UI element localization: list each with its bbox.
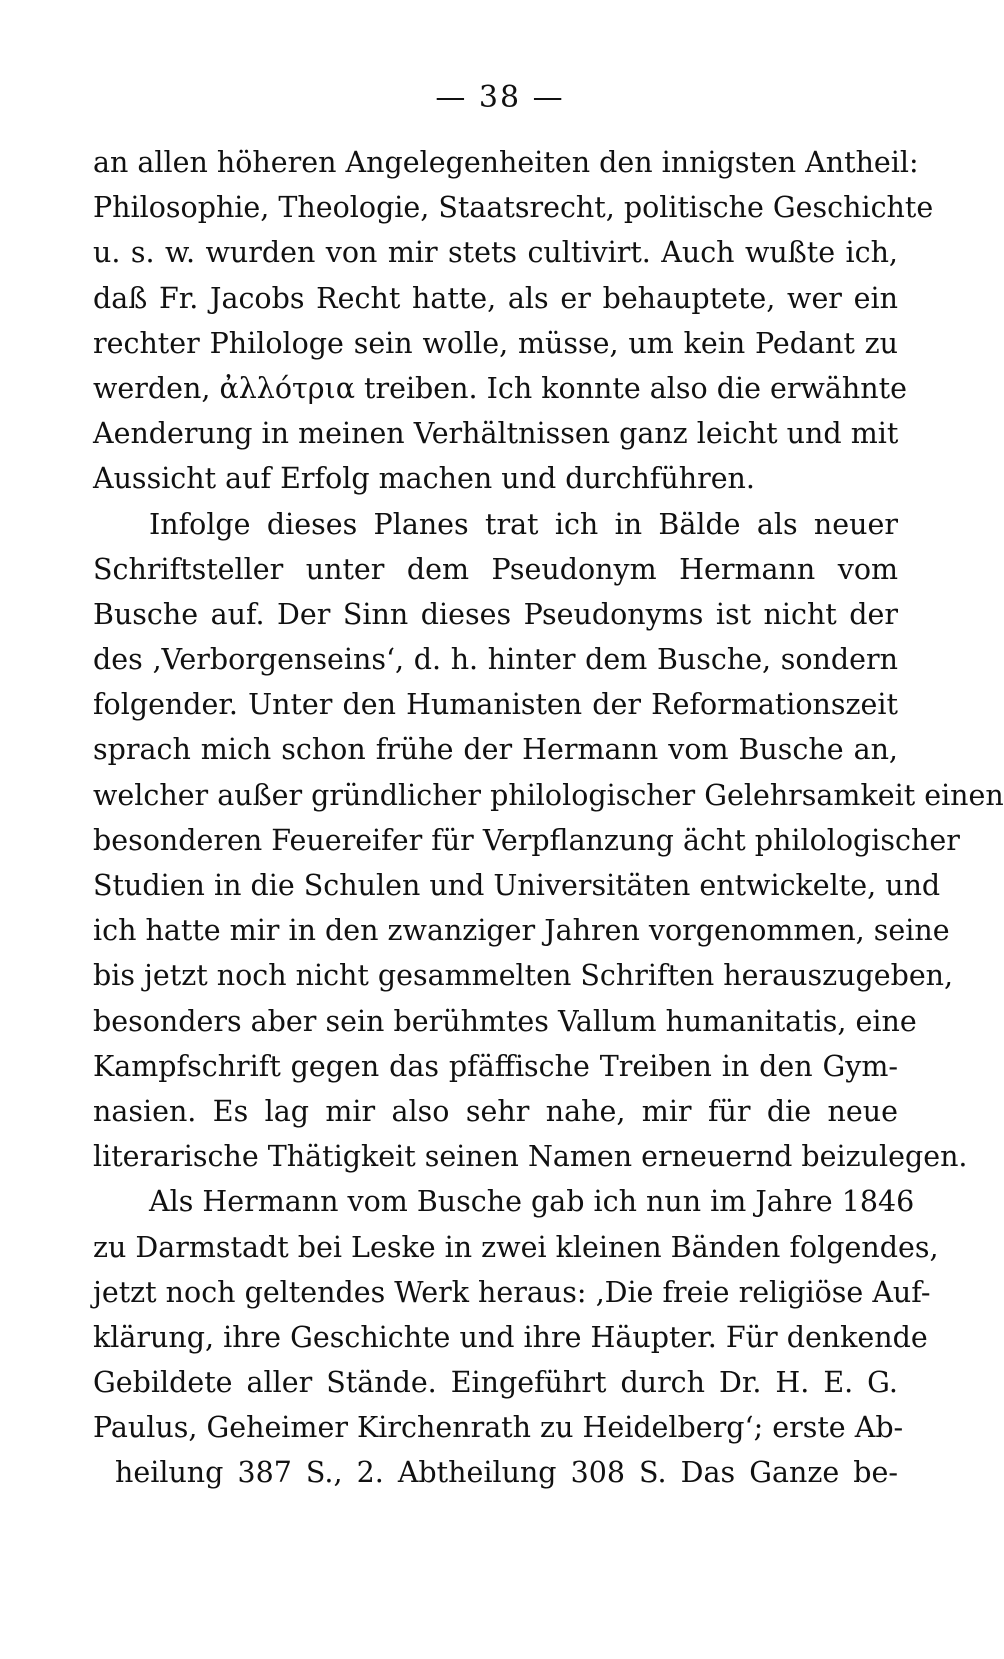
text-line-2: Philosophie, Theologie, Staatsrecht, politische Geschichte [93, 191, 934, 225]
text-line-20: besonders aber sein berühmtes Vallum humanitatis, eine [93, 1004, 917, 1038]
text-line-24: Als Hermann vom Busche gab ich nun im Jahre 1846 [149, 1185, 915, 1219]
text-line-21: Kampfschrift gegen das pfäffische Treiben in den Gym- [93, 1049, 898, 1083]
text-line-18: ich hatte mir in den zwanziger Jahren vorgenommen, seine [93, 914, 950, 948]
text-line-1: an allen höheren Angelegenheiten den innigsten Antheil: [93, 146, 919, 179]
text-line-13: folgender. Unter den Humanisten der Reformationszeit [93, 688, 898, 722]
text-line-26: jetzt noch geltendes Werk heraus: ‚Die freie religiöse Auf- [93, 1275, 931, 1309]
text-line-11: Busche auf. Der Sinn dieses Pseudonyms ist nicht der [93, 597, 898, 631]
text-line-16: besonderen Feuereifer für Verpflanzung ächt philologischer [93, 823, 960, 857]
text-line-4: daß Fr. Jacobs Recht hatte, als er behauptete, wer ein [93, 281, 898, 315]
page-number: — 38 — [435, 80, 565, 115]
text-line-6: werden, ἀλλότρια treiben. Ich konnte also die erwähnte [93, 371, 907, 405]
text-line-10: Schriftsteller unter dem Pseudonym Hermann vom [93, 552, 898, 586]
text-line-22: nasien. Es lag mir also sehr nahe, mir für die neue [93, 1094, 898, 1128]
text-line-14: sprach mich schon frühe der Hermann vom Busche an, [93, 733, 898, 767]
text-line-28: Gebildete aller Stände. Eingeführt durch Dr. H. E. G. [93, 1366, 898, 1400]
text-line-9: Infolge dieses Planes trat ich in Bälde als neuer [149, 507, 898, 541]
text-line-15: welcher außer gründlicher philologischer Gelehrsamkeit einen [93, 778, 1004, 812]
text-line-25: zu Darmstadt bei Leske in zwei kleinen Bänden folgendes, [93, 1230, 939, 1264]
text-line-30: heilung 387 S., 2. Abtheilung 308 S. Das Ganze be- [115, 1456, 898, 1490]
text-line-5: rechter Philologe sein wolle, müsse, um kein Pedant zu [93, 326, 898, 360]
text-line-12: des ‚Verborgenseins‘, d. h. hinter dem Busche, sondern [93, 643, 898, 677]
text-line-29: Paulus, Geheimer Kirchenrath zu Heidelberg‘; erste Ab- [93, 1411, 904, 1445]
text-line-19: bis jetzt noch nicht gesammelten Schriften herauszugeben, [93, 959, 954, 993]
body-text [93, 140, 1004, 1496]
text-line-17: Studien in die Schulen und Universitäten entwickelte, und [93, 869, 941, 902]
text-line-7: Aenderung in meinen Verhältnissen ganz leicht und mit [93, 417, 899, 451]
text-line-3: u. s. w. wurden von mir stets cultivirt. Auch wußte ich, [93, 236, 898, 270]
text-line-23: literarische Thätigkeit seinen Namen erneuernd beizulegen. [93, 1140, 968, 1174]
text-line-27: klärung, ihre Geschichte und ihre Häupter. Für denkende [93, 1320, 928, 1354]
text-line-8: Aussicht auf Erfolg machen und durchführen. [93, 462, 755, 496]
